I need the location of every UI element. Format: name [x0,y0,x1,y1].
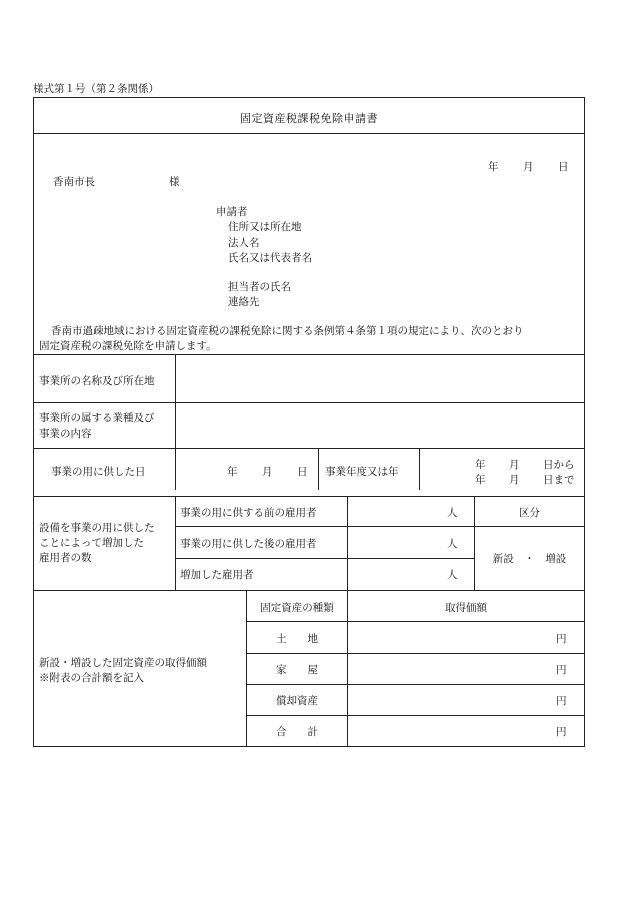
employees-increase-label: 増加した雇用者 [180,569,254,581]
start-date-year: 年 [227,466,238,478]
start-date-day: 日 [297,466,308,478]
office-name-field[interactable] [177,356,582,400]
divider [246,653,584,654]
applicant-heading: 申請者 [216,206,248,218]
form-number-label: 様式第１号（第２条関係） [33,83,159,95]
divider [175,496,176,590]
period-from-month: 月 [509,459,520,471]
category-header: 区分 [519,507,540,519]
period-to-year: 年 [475,474,486,486]
divider [34,448,584,449]
application-form [33,97,585,747]
divider [347,496,348,590]
contact-person-field[interactable]: 担当者の氏名 [228,281,291,293]
date-month-label: 月 [523,161,534,173]
employees-before-label: 事業の用に供する前の雇用者 [180,507,317,519]
divider [318,448,319,490]
total-yen-unit: 円 [556,726,567,738]
divider [34,402,584,403]
statement-line-2: 固定資産税の課税免除を申請します。 [39,340,217,352]
assets-label-1: 新設・増設した固定資産の取得価額 [39,657,207,669]
land-yen-unit: 円 [556,633,567,645]
applicant-rep-name-field[interactable]: 氏名又は代表者名 [228,252,312,264]
house-yen-unit: 円 [556,664,567,676]
statement-line-1: 香南市過疎地域における固定資産税の課税免除に関する条例第４条第１項の規定により、次のとおり [51,325,524,337]
business-type-label-2: 事業の内容 [39,428,92,440]
addressee-honorific: 様 [169,176,180,188]
period-to-month: 月 [509,474,520,486]
depreciable-yen-unit: 円 [556,695,567,707]
employees-before-unit: 人 [447,507,458,519]
employees-label-2: ことによって増加した [39,537,144,549]
period-to-suffix: 日まで [543,474,575,486]
divider [246,715,584,716]
asset-depreciable-label: 償却資産 [276,695,318,707]
assets-label-2: ※附表の合計額を記入 [39,672,144,684]
acquisition-value-header: 取得価額 [445,602,487,614]
employees-increase-unit: 人 [447,569,458,581]
divider [419,448,420,490]
period-from-year: 年 [475,459,486,471]
divider [34,496,584,497]
addressee-name: 香南市長 [53,176,95,188]
divider [175,354,176,490]
divider [246,684,584,685]
start-date-label: 事業の用に供した日 [51,466,146,478]
divider [175,526,584,527]
employees-after-label: 事業の用に供した後の雇用者 [180,538,317,550]
asset-total-label: 合 計 [276,726,318,738]
asset-house-label: 家 屋 [276,664,318,676]
fiscal-year-label: 事業年度又は年 [325,466,399,478]
date-day-label: 日 [558,161,569,173]
business-type-label-1: 事業所の属する業種及び [39,412,155,424]
house-value-field[interactable] [349,655,549,682]
date-year-label: 年 [488,161,499,173]
start-date-month: 月 [262,466,273,478]
total-value-field[interactable] [349,717,549,745]
divider [246,621,584,622]
divider [34,133,584,134]
divider [34,354,584,355]
applicant-corp-name-field[interactable]: 法人名 [228,237,260,249]
office-name-label: 事業所の名称及び所在地 [39,375,155,387]
employees-label-1: 設備を事業の用に供した [39,522,155,534]
divider [34,590,584,591]
land-value-field[interactable] [349,623,549,651]
category-options[interactable]: 新設 ・ 増設 [492,553,567,565]
period-from-suffix: 日から [543,459,575,471]
asset-type-header: 固定資産の種類 [260,602,334,614]
business-type-field[interactable] [177,404,582,446]
applicant-address-field[interactable]: 住所又は所在地 [228,221,302,233]
employees-label-3: 雇用者の数 [39,552,92,564]
contact-field[interactable]: 連絡先 [228,296,260,308]
asset-land-label: 土 地 [276,633,318,645]
employees-after-unit: 人 [447,538,458,550]
depreciable-value-field[interactable] [349,686,549,713]
form-title: 固定資産税課税免除申請書 [240,112,378,125]
divider [175,558,474,559]
